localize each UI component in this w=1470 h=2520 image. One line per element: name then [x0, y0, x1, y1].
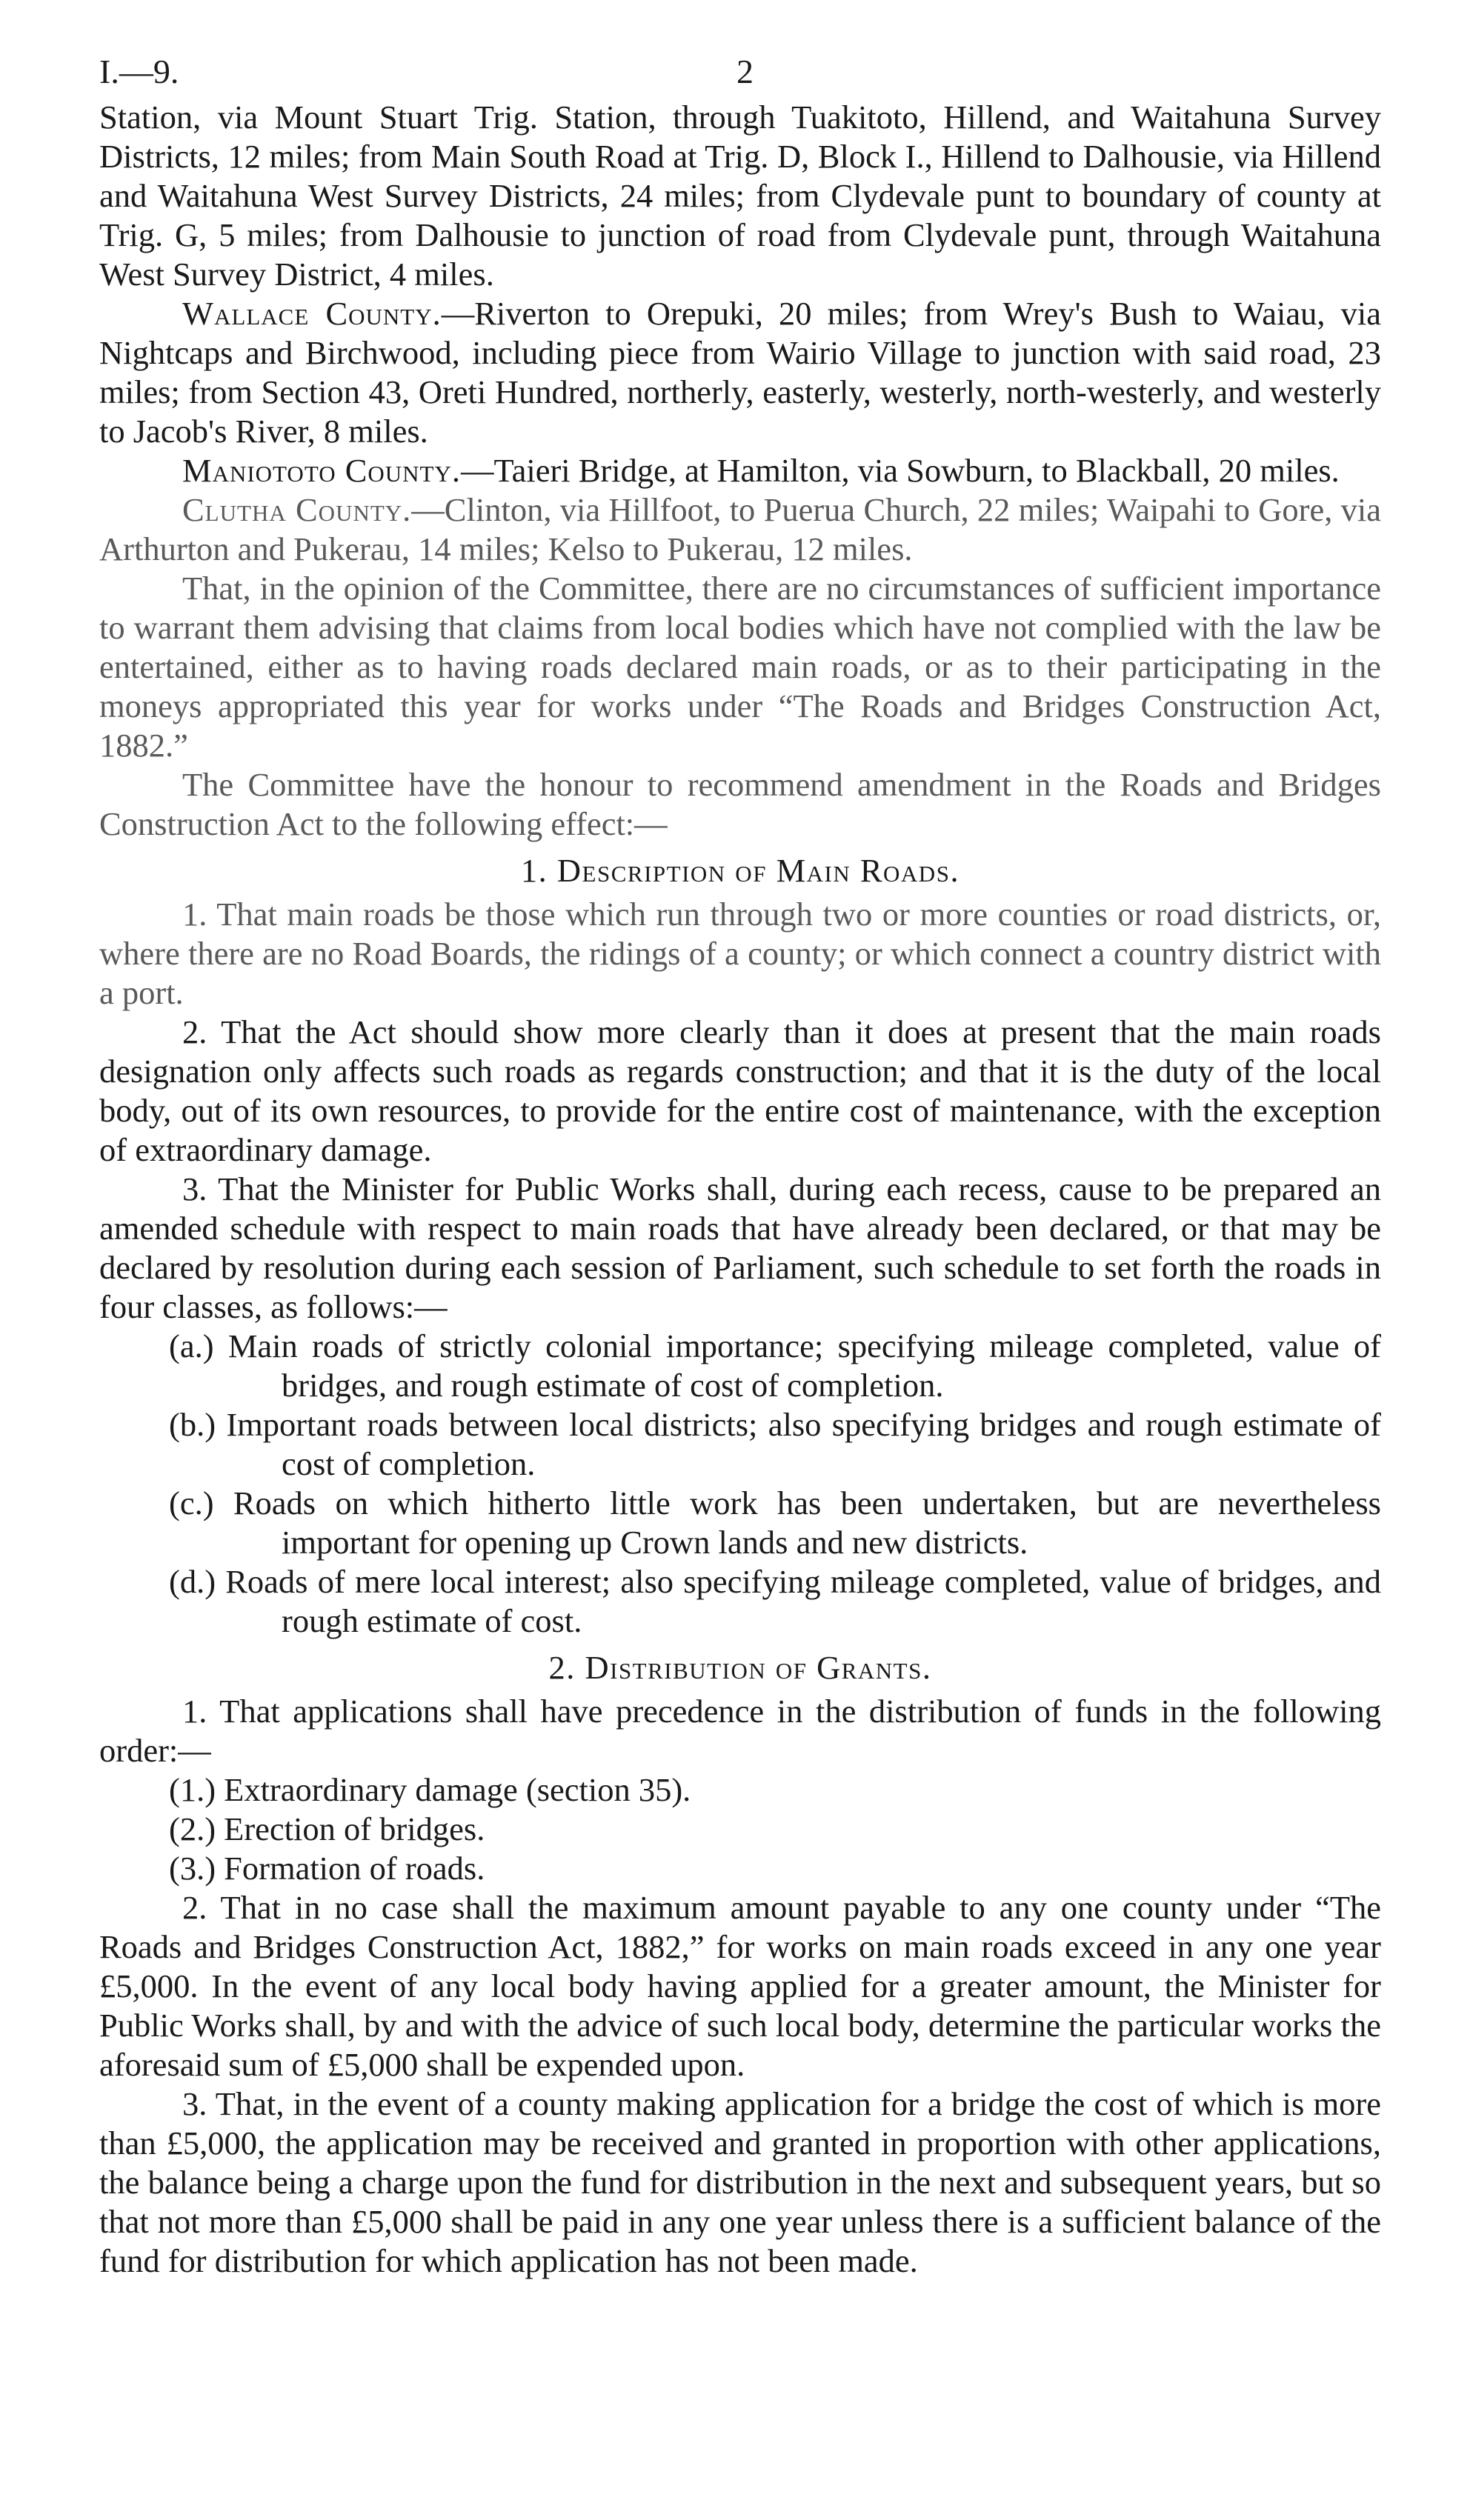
wallace-county-text: —Riverton to Orepuki, 20 miles; from Wrey's Bush to Waiau, via Nightcaps and Birchwood, including piece from Wairio Village to junction with said road, 23 miles; from Section 43, Oreti Hundred, northerly, easterly, westerly, north-westerly, and westerly to Jacob's River, 8 miles. [99, 295, 1381, 450]
clutha-county-text: —Clinton, via Hillfoot, to Puerua Church, 22 miles; Waipahi to Gore, via Arthurton and Pukerau, 14 miles; Kelso to Pukerau, 12 miles. [99, 491, 1381, 567]
road-class-label: (c.) [169, 1484, 214, 1521]
road-class-text: Roads on which hitherto little work has been undertaken, but are nevertheless important for opening up Crown lands and new districts. [233, 1484, 1381, 1561]
maniototo-county-paragraph [99, 451, 1381, 490]
road-class-text: Main roads of strictly colonial importance; specifying mileage completed, value of bridges, and rough estimate of cost of completion. [227, 1327, 1382, 1404]
committee-recommendation-paragraph: The Committee have the honour to recommend amendment in the Roads and Bridges Construction Act to the following effect:— [99, 766, 1381, 842]
road-class-text: Roads of mere local interest; also specifying mileage completed, value of bridges, and rough estimate of cost. [225, 1563, 1381, 1639]
section-heading-distribution-of-grants: 2. Distribution of Grants. [548, 1649, 932, 1686]
page-header [99, 52, 1381, 98]
road-class-label: (a.) [169, 1327, 214, 1364]
road-class-item [99, 1327, 1381, 1405]
wallace-county-label: Wallace County. [182, 295, 442, 332]
road-class-item [99, 1484, 1381, 1562]
wallace-county-paragraph [99, 294, 1381, 451]
maniototo-county-text: —Taieri Bridge, at Hamilton, via Sowburn, to Blackball, 20 miles. [461, 452, 1340, 489]
page-number: 2 [736, 53, 754, 90]
precedence-order-item: (1.) Extraordinary damage (section 35). [169, 1771, 691, 1808]
road-class-item [99, 1562, 1381, 1641]
section-heading-main-roads: 1. Description of Main Roads. [520, 852, 960, 889]
committee-opinion-paragraph: That, in the opinion of the Committee, there are no circumstances of sufficient importance to warrant them advising that claims from local bodies which have not complied with the law be entertained, either as to having roads declared main roads, or as to their participating in the moneys appropriated this year for works under “The Roads and Bridges Construction Act, 1882.” [99, 570, 1381, 764]
road-class-text: Important roads between local districts; also specifying bridges and rough estimate of cost of completion. [226, 1406, 1382, 1482]
road-class-item [99, 1405, 1381, 1484]
continued-paragraph: Station, via Mount Stuart Trig. Station, through Tuakitoto, Hillend, and Waitahuna Survey Districts, 12 miles; from Main South Road at Trig. D, Block I., Hillend to Dalhousie, via Hillend and Waitahuna West Survey Districts, 24 miles; from Clydevale punt to boundary of county at Trig. G, 5 miles; from Dalhousie to junction of road from Clydevale punt, through Waitahuna West Survey District, 4 miles. [99, 99, 1381, 293]
main-roads-clause-1: 1. That main roads be those which run through two or more counties or road districts, or, where there are no Road Boards, the ridings of a county; or which connect a country district with a port. [99, 896, 1381, 1011]
road-class-label: (b.) [169, 1406, 216, 1443]
document-page [99, 52, 1381, 2281]
document-reference: I.—9. [99, 53, 179, 90]
precedence-order-item: (2.) Erection of bridges. [169, 1810, 485, 1847]
clutha-county-label: Clutha County. [182, 491, 412, 528]
grants-clause-1: 1. That applications shall have precedence in the distribution of funds in the following order:— [99, 1693, 1381, 1769]
main-roads-clause-3: 3. That the Minister for Public Works shall, during each recess, cause to be prepared an amended schedule with respect to main roads that have already been declared, or that may be declared by resolution during each session of Parliament, such schedule to set forth the roads in four classes, as follows:— [99, 1170, 1381, 1325]
main-roads-clause-2: 2. That the Act should show more clearly than it does at present that the main roads designation only affects such roads as regards construction; and that it is the duty of the local body, out of its own resources, to provide for the entire cost of maintenance, with the exception of extraordinary damage. [99, 1013, 1381, 1168]
grants-clause-3: 3. That, in the event of a county making application for a bridge the cost of which is more than £5,000, the application may be received and granted in proportion with other applications, the balance being a charge upon the fund for distribution in the next and subsequent years, but so that not more than £5,000 shall be paid in any one year unless there is a sufficient balance of the fund for distribution for which application has not been made. [99, 2085, 1381, 2279]
maniototo-county-label: Maniototo County. [182, 452, 461, 489]
road-class-label: (d.) [169, 1563, 216, 1600]
grants-clause-2: 2. That in no case shall the maximum amount payable to any one county under “The Roads and Bridges Construction Act, 1882,” for works on main roads exceed in any one year £5,000. In the event of any local body having applied for a greater amount, the Minister for Public Works shall, by and with the advice of such local body, determine the particular works the aforesaid sum of £5,000 shall be expended upon. [99, 1889, 1381, 2083]
precedence-order-item: (3.) Formation of roads. [169, 1850, 485, 1887]
clutha-county-paragraph [99, 490, 1381, 569]
